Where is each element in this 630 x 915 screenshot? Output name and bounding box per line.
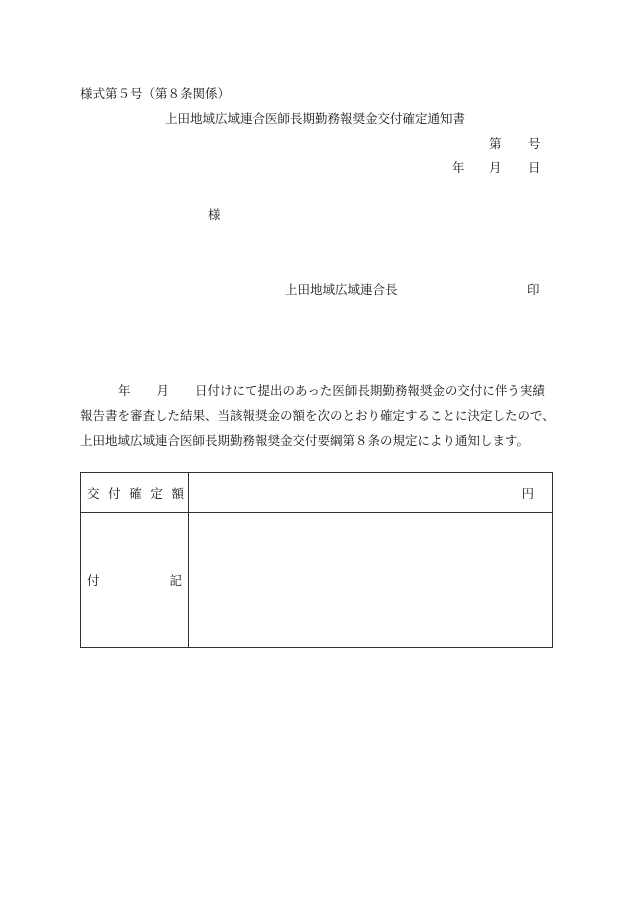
date-month: 月	[489, 160, 502, 175]
date-day: 日	[528, 160, 541, 175]
body-year: 年	[118, 383, 131, 398]
amount-label-char: 交	[87, 485, 100, 501]
body-month: 月	[156, 383, 170, 398]
issuer-name: 上田地域広域連合長	[285, 282, 398, 297]
note-row	[81, 513, 553, 648]
addressee-suffix: 様	[208, 207, 221, 222]
seal-mark: 印	[527, 282, 540, 297]
body-line1-rest: 日付けにて提出のあった医師長期勤務報奨金の交付に伴う実績	[195, 383, 545, 398]
doc-number-suffix: 号	[528, 136, 541, 151]
notice-line-1	[80, 378, 560, 403]
note-value-cell	[189, 513, 553, 648]
amount-label-cell	[81, 473, 189, 513]
amount-row	[81, 473, 553, 513]
amount-label-char: 付	[108, 485, 121, 501]
note-label-char: 記	[169, 573, 182, 588]
amount-label-char: 確	[129, 485, 142, 501]
note-label-char: 付	[87, 573, 100, 588]
document-title: 上田地域広域連合医師長期勤務報奨金交付確定通知書	[165, 111, 466, 126]
note-label-cell	[81, 513, 189, 648]
date-year: 年	[452, 160, 465, 175]
amount-label-char: 定	[150, 485, 163, 501]
amount-label-char: 額	[171, 485, 184, 501]
note-label	[81, 571, 188, 589]
notice-body	[80, 378, 560, 453]
form-number: 様式第５号（第８条関係）	[80, 86, 231, 101]
confirmation-table	[80, 472, 553, 648]
amount-value-cell	[189, 473, 553, 513]
doc-number-prefix: 第	[489, 136, 502, 151]
notice-line-3: 上田地域広域連合医師長期勤務報奨金交付要綱第８条の規定により通知します。	[80, 433, 530, 448]
amount-unit: 円	[521, 485, 534, 501]
amount-label	[81, 484, 188, 502]
notice-line-2: 報告書を審査した結果、当該報奨金の額を次のとおり確定することに決定したので、	[80, 408, 555, 423]
